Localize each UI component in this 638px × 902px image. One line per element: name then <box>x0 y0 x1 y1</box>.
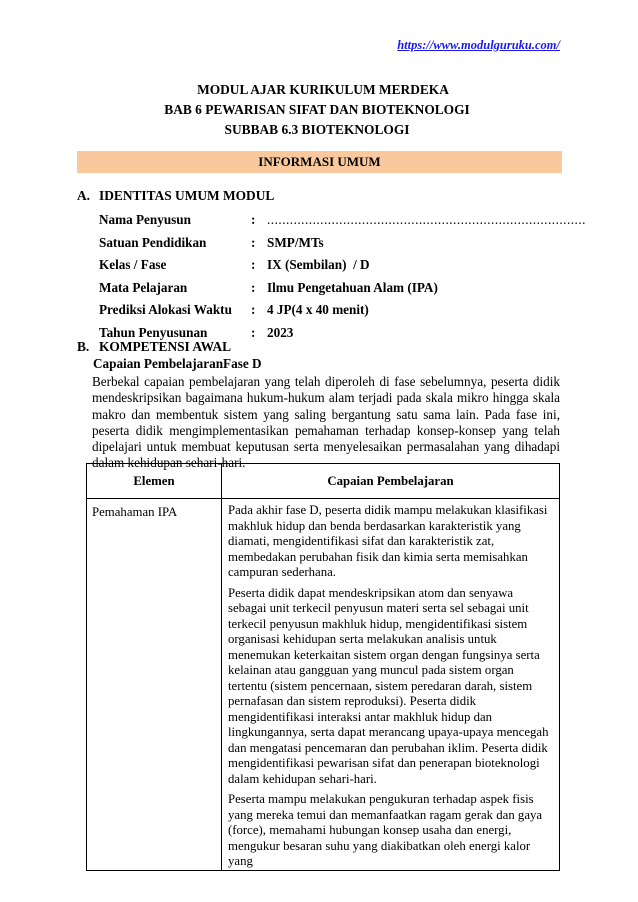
identity-label: Nama Penyusun <box>99 212 191 227</box>
identity-row <box>99 209 586 232</box>
header-outcome: Capaian Pembelajaran <box>222 464 560 499</box>
table-header-row <box>87 464 560 499</box>
identity-value: SMP/MTs <box>267 234 324 250</box>
identity-colon: : <box>251 279 256 295</box>
outcome-cell <box>222 499 560 871</box>
identity-colon: : <box>251 212 256 227</box>
identity-value: .................................................................................... <box>267 212 586 227</box>
section-b-title: KOMPETENSI AWAL <box>99 339 232 354</box>
chapter-title: BAB 6 PEWARISAN SIFAT DAN BIOTEKNOLOGI <box>164 102 470 117</box>
header-element: Elemen <box>87 464 222 499</box>
section-b-letter: B. <box>77 339 90 354</box>
document-title-block <box>0 80 638 140</box>
module-title: MODUL AJAR KURIKULUM MERDEKA <box>197 82 449 97</box>
identity-colon: : <box>251 234 256 250</box>
identity-colon: : <box>251 257 256 272</box>
identity-value: Ilmu Pengetahuan Alam (IPA) <box>267 279 438 295</box>
identity-row <box>99 299 586 322</box>
outcome-paragraph: Pada akhir fase D, peserta didik mampu melakukan klasifikasi makhluk hidup dan benda berdasarkan karakteristik yang diamati, mengidentifikasi sifat dan karakteristik zat, membedakan perubahan fisik dan kimia serta memisahkan campuran sederhana. <box>228 503 548 579</box>
identity-value: 4 JP(4 x 40 menit) <box>267 302 369 317</box>
intro-paragraph: Berbekal capaian pembelajaran yang telah diperoleh di fase sebelumnya, peserta didik mendeskripsikan bagaimana hukum-hukum alam terjadi pada skala mikro hingga skala makro dan membentuk sistem yang saling bergantung satu sama lain. Pada fase ini, peserta didik mengimplementasikan pemahaman terhadap konsep-konsep yang telah dipelajari untuk membuat keputusan serta menyelesaikan permasalahan yang dihadapi dalam kehidupan sehari-hari. <box>92 374 560 471</box>
learning-outcome-subtitle: Capaian PembelajaranFase D <box>93 356 262 371</box>
identity-row <box>99 254 586 277</box>
section-b-heading <box>77 339 231 355</box>
identity-value: IX (Sembilan) / D <box>267 257 370 272</box>
identity-row <box>99 277 586 300</box>
identity-label: Prediksi Alokasi Waktu <box>99 302 232 317</box>
section-a-heading <box>77 188 274 204</box>
outcome-paragraph: Peserta mampu melakukan pengukuran terhadap aspek fisis yang mereka temui dan memanfaatkan ragam gerak dan gaya (force), memahami hubungan konsep usaha dan energi, mengukur besaran suhu yang diakibatkan oleh energi kalor yang <box>228 792 543 868</box>
identity-label: Mata Pelajaran <box>99 279 188 295</box>
identity-label: Kelas / Fase <box>99 257 167 272</box>
section-a-letter: A. <box>77 188 91 203</box>
identity-label: Tahun Penyusunan <box>99 324 208 340</box>
identity-label: Satuan Pendidikan <box>99 234 207 250</box>
identity-colon: : <box>251 302 256 317</box>
general-info-banner: INFORMASI UMUM <box>77 151 562 173</box>
subchapter-title: SUBBAB 6.3 BIOTEKNOLOGI <box>224 122 410 137</box>
table-row <box>87 499 560 871</box>
identity-colon: : <box>251 324 256 340</box>
section-a-title: IDENTITAS UMUM MODUL <box>99 188 275 203</box>
outcome-paragraph: Peserta didik dapat mendeskripsikan atom dan senyawa sebagai unit terkecil penyusun materi serta sel sebagai unit terkecil penyusun makhluk hidup, mengidentifikasi sistem organisasi kehidupan serta melakukan analisis untuk menemukan keterkaitan sistem organ dengan fungsinya serta kelainan atau gangguan yang muncul pada sistem organ tertentu (sistem pencernaan, sistem peredaran darah, sistem pernafasan dan sistem reproduksi). Peserta didik mengidentifikasi interaksi antar makhluk hidup dan lingkungannya, serta dapat merancang upaya-upaya mencegah dan mengatasi pencemaran dan perubahan iklim. Peserta didik mengidentifikasi pewarisan sifat dan penerapan bioteknologi dalam kehidupan sehari-hari. <box>228 585 549 786</box>
website-url-link[interactable]: https://www.modulguruku.com/ <box>397 38 560 52</box>
identity-table <box>99 209 586 344</box>
learning-outcome-table <box>86 463 560 871</box>
identity-row <box>99 232 586 255</box>
identity-value: 2023 <box>267 324 294 340</box>
element-cell: Pemahaman IPA <box>87 499 222 871</box>
